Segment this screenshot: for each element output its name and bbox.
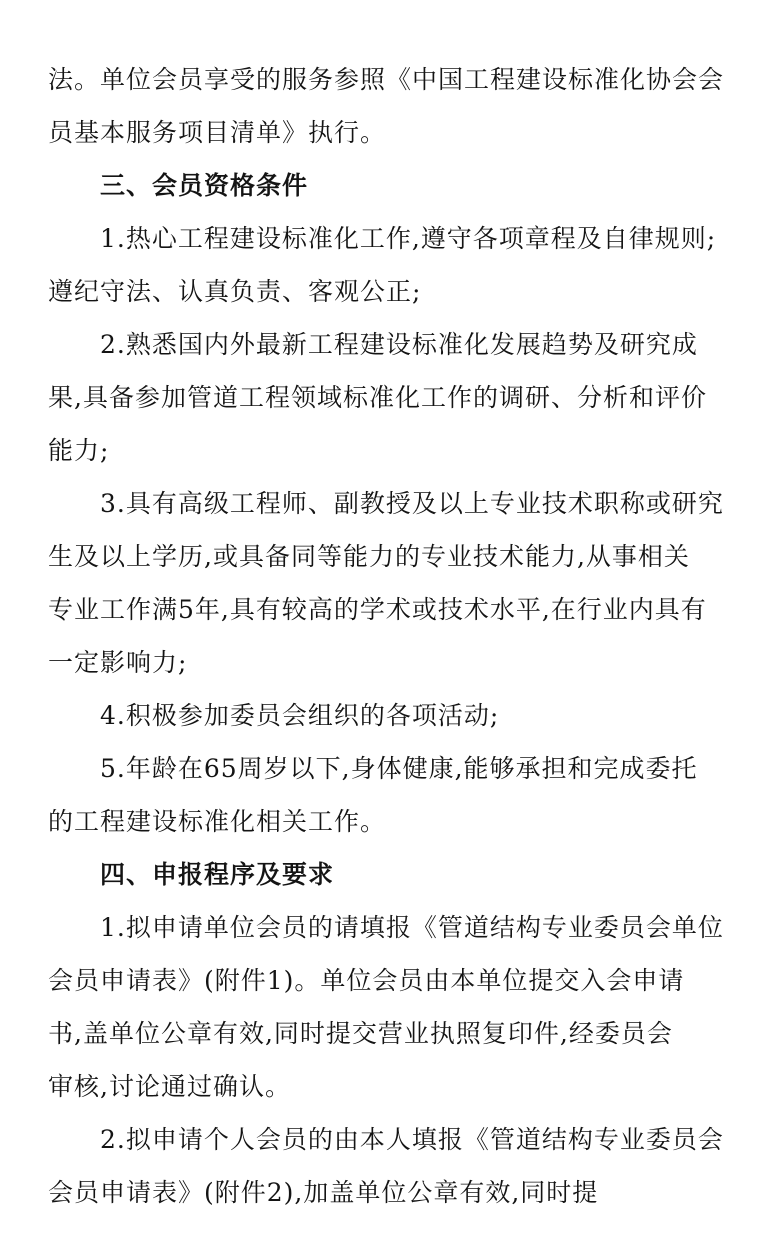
text-line: 遵纪守法、认真负责、客观公正;: [48, 277, 422, 306]
text-line: 法。单位会员享受的服务参照《中国工程建设标准化协会会: [48, 65, 725, 94]
text-line: 2.拟申请个人会员的由本人填报《管道结构专业委员会: [100, 1125, 724, 1154]
text-line: 5.年龄在65周岁以下,身体健康,能够承担和完成委托: [100, 754, 698, 783]
text-line: 能力;: [48, 436, 110, 465]
text-line: 会员申请表》(附件2),加盖单位公章有效,同时提: [48, 1178, 599, 1207]
text-line: 1.拟申请单位会员的请填报《管道结构专业委员会单位: [100, 913, 724, 942]
text-line: 审核,讨论通过确认。: [48, 1072, 291, 1101]
text-line: 的工程建设标准化相关工作。: [48, 807, 387, 836]
text-line: 书,盖单位公章有效,同时提交营业执照复印件,经委员会: [48, 1019, 673, 1048]
text-line: 2.熟悉国内外最新工程建设标准化发展趋势及研究成: [100, 330, 698, 359]
section-heading-4: 四、申报程序及要求: [100, 860, 335, 889]
text-line: 一定影响力;: [48, 648, 188, 677]
text-line: 生及以上学历,或具备同等能力的专业技术能力,从事相关: [48, 542, 690, 571]
text-line: 专业工作满5年,具有较高的学术或技术水平,在行业内具有: [48, 595, 707, 624]
text-line: 4.积极参加委员会组织的各项活动;: [100, 701, 500, 730]
text-line: 会员申请表》(附件1)。单位会员由本单位提交入会申请: [48, 966, 685, 995]
text-line: 果,具备参加管道工程领域标准化工作的调研、分析和评价: [48, 383, 707, 412]
text-line: 员基本服务项目清单》执行。: [48, 118, 387, 147]
section-heading-3: 三、会员资格条件: [100, 171, 309, 200]
text-line: 3.具有高级工程师、副教授及以上专业技术职称或研究: [100, 489, 724, 518]
text-line: 1.热心工程建设标准化工作,遵守各项章程及自律规则;: [100, 224, 717, 253]
